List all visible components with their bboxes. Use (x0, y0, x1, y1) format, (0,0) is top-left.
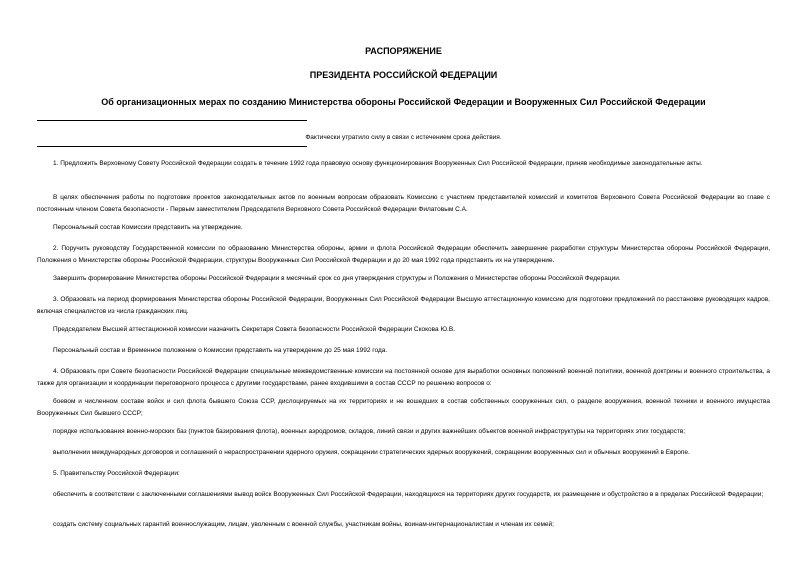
paragraph-14: обеспечить в соответствии с заключенными соглашениями вывод войск Вооруженных Сил Российской Федерации, находящихся на территориях других государств, их размещение и обустройство в в пределах Российской Федерации; (53, 491, 764, 498)
document-title: Об организационных мерах по созданию Министерства обороны Российской Федерации и Вооруженных Сил Российской Федерации (101, 97, 706, 107)
paragraph-9: 4. Образовать при Совете безопасности Российской Федерации специальные межведомственные комиссии на постоянной основе для выработки основных положений военной политики, военной доктрины и военного строительства, а также для организации и координации переговорного процесса с другими государствами, ранее входившими в состав СССР по решению вопросов о: (37, 368, 770, 387)
paragraph-15: создать систему социальных гарантий военнослужащим, лицам, уволенным с военной службы, участникам войны, воинам-интернационалистам и членам их семей; (53, 521, 554, 528)
paragraph-2: В целях обеспечения работы по подготовке проектов законодательных актов по военным вопросам образовать Комиссию с участием представителей комиссий и комитетов Верховного Совета Российской Федерации во главе с постоянным членом Совета безопасности - Первым заместителем Председателя Верховного Совета Российской Федерации Филатовым С.А. (37, 194, 770, 213)
divider-top (37, 120, 307, 121)
paragraph-6: 3. Образовать на период формирования Министерства обороны Российской Федерации, Вооруженных Сил Российской Федерации Высшую аттестационную комиссию для подготовки предложений по расстановке руководящих кадров, включая специалистов из числа гражданских лиц. (37, 296, 770, 315)
paragraph-1: 1. Предложить Верховному Совету Российской Федерации создать в течение 1992 года правовую основу функционирования Вооруженных Сил Российской Федерации, приняв необходимые законодательные акты. (53, 160, 703, 167)
validity-note: Фактически утратило силу в связи с истечением срока действия. (305, 134, 502, 141)
document-type-heading: РАСПОРЯЖЕНИЕ (365, 46, 442, 56)
paragraph-7: Председателем Высшей аттестационной комиссии назначить Секретаря Совета безопасности Российской Федерации Скокова Ю.В. (53, 326, 455, 333)
divider-bottom (37, 146, 307, 147)
paragraph-4: 2. Поручить руководству Государственной комиссии по образованию Министерства обороны, армии и флота Российской Федерации обеспечить завершение разработки структуры Министерства обороны Российской Федерации, Положения о Министерстве обороны Российской Федерации, структуры Вооруженных Сил Российской Федерации и до 20 мая 1992 года представить их на утверждение. (37, 245, 770, 264)
paragraph-3: Персональный состав Комиссии представить на утверждение. (53, 224, 243, 231)
paragraph-12: выполнении международных договоров и соглашений о нераспространении ядерного оружия, сокращении стратегических ядерных вооружений, сокращении вооруженных сил и обычных вооружений в Европе. (53, 449, 690, 456)
issuer-heading: ПРЕЗИДЕНТА РОССИЙСКОЙ ФЕДЕРАЦИИ (309, 70, 498, 80)
paragraph-10: боевом и численном составе войск и сил флота бывшего Союза ССР, дислоцируемых на их территориях и не вошедших в состав собственных сооруженных сил, о разделе вооружения, военной техники и военного имущества Вооруженных Сил бывшего СССР; (37, 398, 770, 417)
paragraph-8: Персональный состав и Временное положение о Комиссии представить на утверждение до 25 мая 1992 года. (53, 347, 388, 354)
paragraph-13: 5. Правительству Российской Федерации: (53, 470, 180, 477)
paragraph-11: порядке использования военно-морских баз (пунктов базирования флота), военных аэродромов, складов, линий связи и других важнейших объектов военной инфраструктуры на территориях этих государств; (53, 428, 686, 435)
paragraph-5: Завершить формирование Министерства обороны Российской Федерации в месячный срок со дня утверждения структуры и Положения о Министерстве обороны Российской Федерации. (53, 275, 621, 282)
